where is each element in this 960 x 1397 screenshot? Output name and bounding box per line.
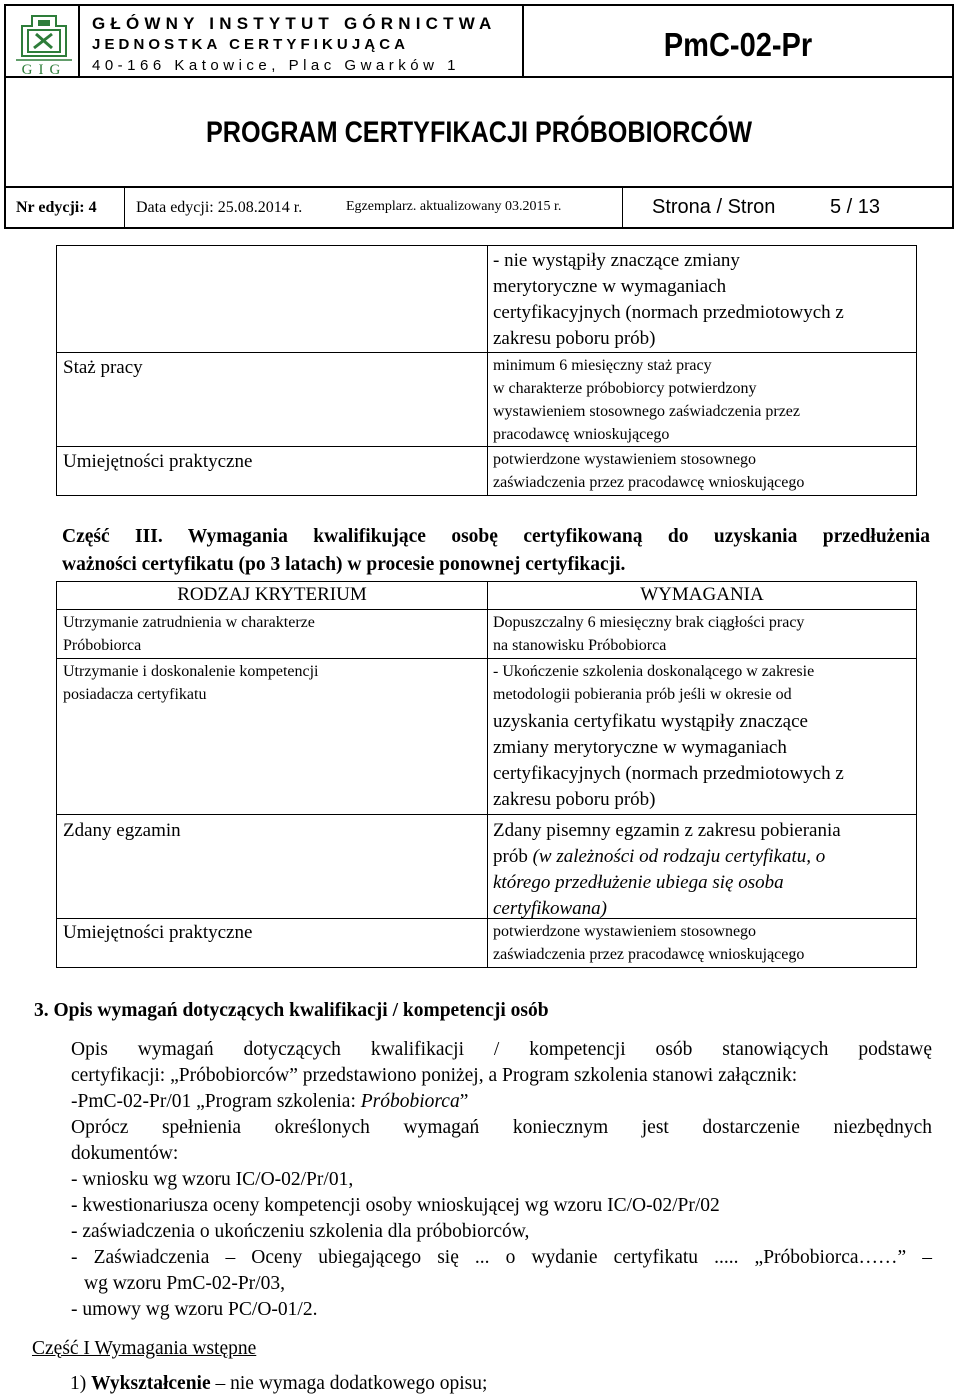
criterion-line: Zdany egzamin [63,820,181,841]
criterion-header: RODZAJ KRYTERIUM [177,584,367,605]
requirement-line: zakresu poboru prób) [493,328,656,349]
section3-paragraph-line [71,1089,468,1115]
requirement-line: metodologii pobierania prób jeśli w okresie od [493,686,792,703]
table-row [57,246,917,353]
criterion-line: posiadacza certyfikatu [63,686,207,703]
requirement-line: - Ukończenie szkolenia doskonalącego w zakresie [493,663,815,680]
requirement-line: zaświadczenia przez pracodawcę wnioskującego [493,946,805,963]
requirement-line: zaświadczenia przez pracodawcę wnioskującego [493,474,805,491]
section3-paragraph-line: dokumentów: [71,1143,179,1164]
org-unit: JEDNOSTKA CERTYFIKUJĄCA [92,36,410,53]
requirement-line: uzyskania certyfikatu wystąpiły znaczące [493,711,808,732]
part1-heading [32,1336,256,1362]
requirement-line: wystawieniem stosownego zaświadczenia przez [493,403,800,420]
requirement-line: zakresu poboru prób) [493,789,656,810]
document-list-item: - umowy wg wzoru PC/O-01/2. [71,1299,318,1320]
requirement-line: minimum 6 miesięczny staż pracy [493,357,712,374]
requirement-line: potwierdzone wystawieniem stosownego [493,923,757,940]
requirement-line: zmiany merytoryczne w wymaganiach [493,737,787,758]
criterion-line: Umiejętności praktyczne [63,922,253,943]
requirement-line: Dopuszczalny 6 miesięczny brak ciągłości pracy [493,614,805,631]
requirement-line: merytoryczne w wymaganiach [493,276,727,297]
part1-item [70,1371,487,1397]
requirement-line: którego przedłużenie ubiega się osoba [493,872,784,893]
document-list-item: - zaświadczenia o ukończeniu szkolenia dla próbobiorców, [71,1221,530,1242]
table-header-row [57,582,917,610]
requirement-line: w charakterze próbobiorcy potwierdzony [493,380,757,397]
requirement-text: prób [493,846,533,867]
gig-logo-icon [14,12,74,78]
part1-heading-text: Część I Wymagania wstępne [32,1338,257,1359]
item-number: 1) [70,1373,87,1394]
edition-date: Data edycji: 25.08.2014 r. [136,199,303,216]
requirement-line: potwierdzone wystawieniem stosownego [493,451,757,468]
page-number: 5 / 13 [830,196,881,218]
table-row [57,353,917,447]
section3-paragraph-line: Oprócz spełnienia określonych wymagań koniecznym jest dostarczenie niezbędnych [71,1117,932,1138]
requirement-line: Zdany pisemny egzamin z zakresu pobierania [493,820,841,841]
annex-quote: ” [459,1091,469,1112]
requirement-line: - nie wystąpiły znaczące zmiany [493,250,740,271]
page-label: Strona / Stron [652,196,776,218]
requirement-line: na stanowisku Próbobiorca [493,637,667,654]
part3-title-line2: ważności certyfikatu (po 3 latach) w procesie ponownej certyfikacji. [62,554,626,575]
item-title: Wykształcenie [91,1373,211,1394]
org-address: 40-166 Katowice, Plac Gwarków 1 [92,57,460,74]
table-row [57,610,917,659]
criterion-line: Utrzymanie i doskonalenie kompetencji [63,663,319,680]
item-text: – nie wymaga dodatkowego opisu; [210,1373,488,1394]
requirements-table-1 [56,245,917,496]
org-name: GŁÓWNY INSTYTUT GÓRNICTWA [92,14,497,33]
criterion-label: Staż pracy [63,357,143,378]
section3-paragraph-line: Opis wymagań dotyczących kwalifikacji / kompetencji osób stanowiących podstawę [71,1039,932,1060]
program-title: PROGRAM CERTYFIKACJI PRÓBOBIORCÓW [205,116,753,149]
document-list-item: wg wzoru PmC-02-Pr/03, [84,1273,285,1294]
part3-title-line1 [62,524,930,550]
requirement-line [493,844,825,870]
table-row [57,919,917,968]
requirement-line: certyfikacyjnych (normach przedmiotowych z [493,302,844,323]
section3-paragraph-line: certyfikacji: „Próbobiorców” przedstawiono poniżej, a Program szkolenia stanowi załącznik: [71,1065,798,1086]
document-list-item: - Zaświadczenia – Oceny ubiegającego się ... o wydanie certyfikatu ..... „Próbobiorca……” – [71,1247,932,1268]
document-list-item: - wniosku wg wzoru IC/O-02/Pr/01, [71,1169,354,1190]
requirement-italic: (w zależności od rodzaju certyfikatu, o [532,846,826,867]
copy-note: Egzemplarz. aktualizowany 03.2015 r. [346,199,562,214]
requirements-table-2 [56,581,917,968]
logo-text: GIG [21,62,67,78]
criterion-line: Próbobiorca [63,637,142,654]
edition-bar [6,188,952,227]
requirement-line: certyfikowana) [493,898,607,919]
table-row [57,659,917,815]
requirement-line: certyfikacyjnych (normach przedmiotowych z [493,763,844,784]
table-row [57,815,917,919]
table-row [57,447,917,496]
section3-heading: 3. Opis wymagań dotyczących kwalifikacji / kompetencji osób [34,1000,549,1021]
criterion-line: Utrzymanie zatrudnienia w charakterze [63,614,315,631]
annex-italic: Próbobiorca [360,1091,460,1112]
document-code: PmC-02-Pr [663,26,813,63]
requirement-header: WYMAGANIA [640,584,764,605]
annex-text: -PmC-02-Pr/01 „Program szkolenia: [71,1091,361,1112]
document-header [4,4,954,229]
edition-number: Nr edycji: 4 [16,199,97,216]
part3-label: Część III. [62,526,163,547]
criterion-label: Umiejętności praktyczne [63,451,253,472]
part3-title: Wymagania kwalifikujące osobę certyfikowaną do uzyskania przedłużenia [187,526,931,547]
document-list-item: - kwestionariusza oceny kompetencji osoby wnioskującej wg wzoru IC/O-02/Pr/02 [71,1195,720,1216]
requirement-line: pracodawcę wnioskującego [493,426,670,443]
